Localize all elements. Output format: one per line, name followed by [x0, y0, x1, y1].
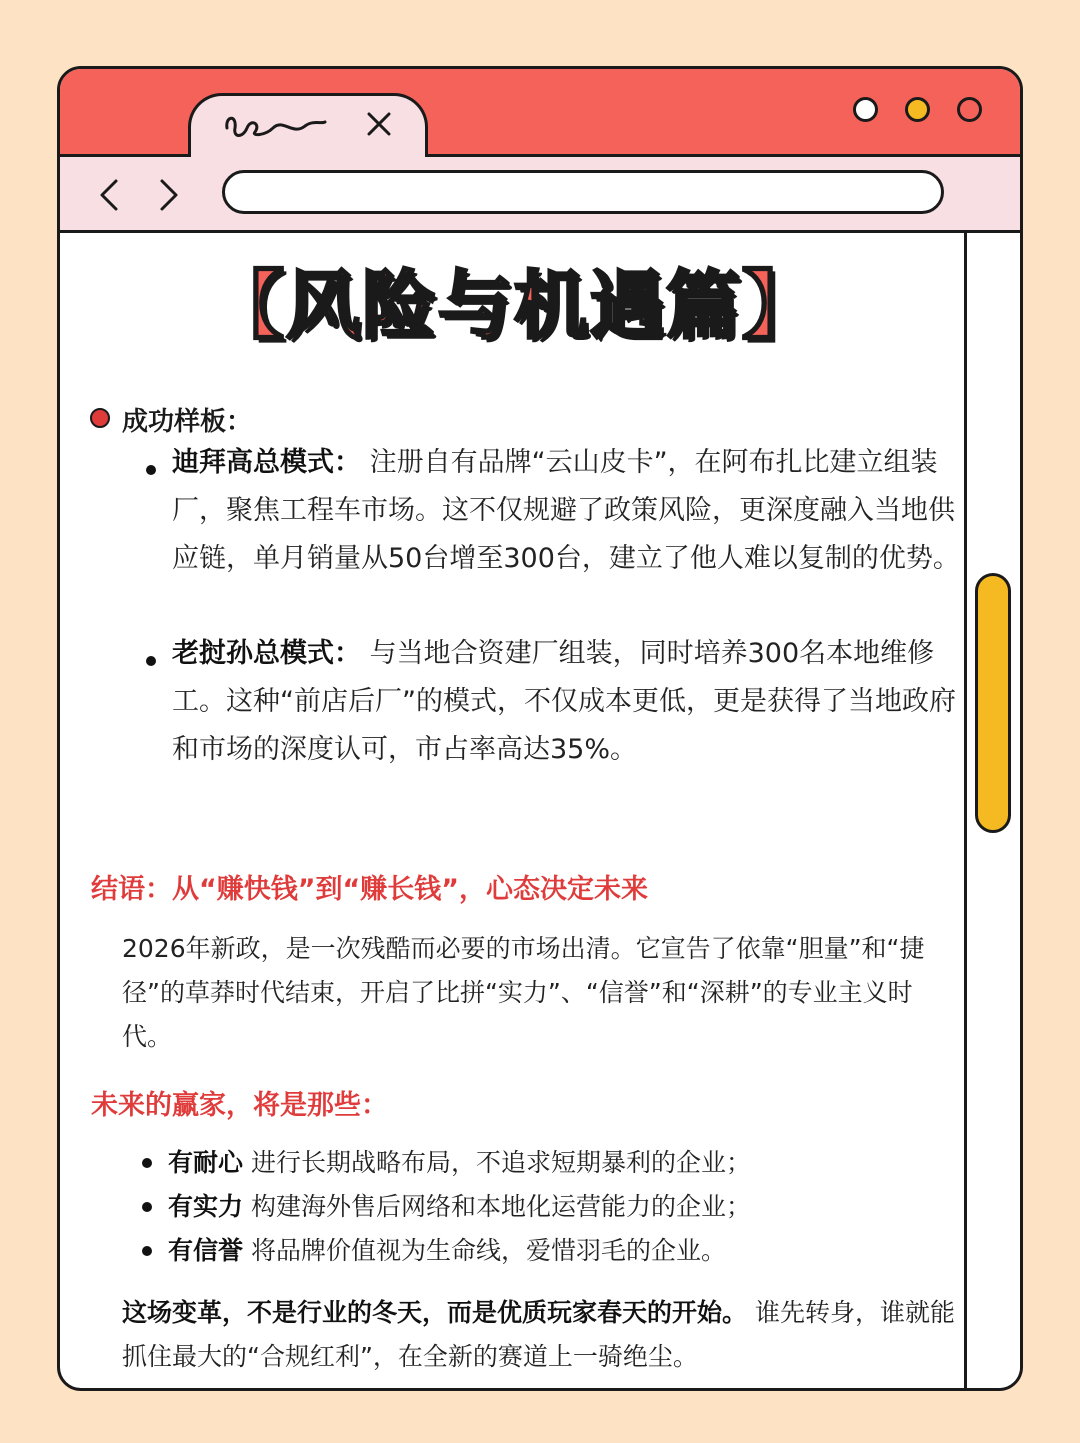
success-item-laos	[172, 630, 962, 774]
winner-item	[168, 1229, 726, 1273]
page-title: 【风险与机遇篇】	[210, 263, 818, 349]
success-item-label: 老挝孙总模式：	[172, 638, 361, 669]
success-item-text: 注册自有品牌“云山皮卡”，在阿布扎比建立组装厂，聚焦工程车市场。这不仅规避了政策风险，更深度融入当地供应链，单月销量从50台增至300台，建立了他人难以复制的优势。	[172, 447, 960, 574]
winner-item-text: 进行长期战略布局，不追求短期暴利的企业；	[243, 1148, 751, 1177]
winners-heading: 未来的赢家，将是那些：	[91, 1090, 388, 1121]
window-controls	[853, 97, 982, 122]
winner-item	[168, 1141, 751, 1185]
success-heading: 成功样板：	[122, 407, 253, 437]
closing-bold: 这场变革，不是行业的冬天，而是优质玩家春天的开始。	[122, 1298, 748, 1327]
conclusion-text: 2026年新政，是一次残酷而必要的市场出清。它宣告了依靠“胆量”和“捷径”的草莽时代结束，开启了比拼“实力”、“信誉”和“深耕”的专业主义时代。	[122, 934, 925, 1051]
winner-item-label: 有耐心	[168, 1148, 244, 1177]
window-dot-red[interactable]	[957, 97, 982, 122]
success-item-label: 迪拜高总模式：	[172, 447, 361, 478]
window-dot-white[interactable]	[853, 97, 878, 122]
winner-item-text: 构建海外售后网络和本地化运营能力的企业；	[243, 1192, 751, 1221]
address-bar[interactable]	[222, 170, 944, 214]
bullet-icon	[146, 465, 156, 475]
back-arrow-icon[interactable]	[96, 177, 122, 213]
success-item-text: 与当地合资建厂组装，同时培养300名本地维修工。这种“前店后厂”的模式，不仅成本更低，更是获得了当地政府和市场的深度认可，市占率高达35%。	[172, 638, 956, 765]
squiggle-icon	[221, 106, 331, 146]
title-bar	[60, 69, 1020, 157]
forward-arrow-icon[interactable]	[156, 177, 182, 213]
closing-rest: 谁先转身，谁就能抓住最大的“合规红利”，在全新的赛道上一骑绝尘。	[122, 1298, 955, 1371]
browser-window	[57, 66, 1023, 1391]
closing-text	[122, 1291, 962, 1379]
bullet-icon	[142, 1246, 152, 1256]
winner-item-label: 有信誉	[168, 1236, 244, 1265]
winner-item-label: 有实力	[168, 1192, 244, 1221]
winner-item	[168, 1185, 751, 1229]
bullet-icon	[142, 1158, 152, 1168]
conclusion-heading: 结语：从“赚快钱”到“赚长钱”，心态决定未来	[91, 874, 648, 905]
window-dot-yellow[interactable]	[905, 97, 930, 122]
browser-tab[interactable]	[188, 93, 428, 163]
page-content	[60, 233, 968, 1391]
section-bullet	[90, 408, 110, 428]
success-item-dubai	[172, 439, 962, 583]
navigation-bar	[60, 157, 1020, 233]
winner-item-text: 将品牌价值视为生命线，爱惜羽毛的企业。	[243, 1236, 726, 1265]
bullet-icon	[142, 1202, 152, 1212]
close-icon[interactable]	[365, 110, 393, 138]
scrollbar-thumb[interactable]	[975, 573, 1011, 833]
bullet-icon	[146, 656, 156, 666]
scrollbar-track[interactable]	[964, 233, 1020, 1391]
